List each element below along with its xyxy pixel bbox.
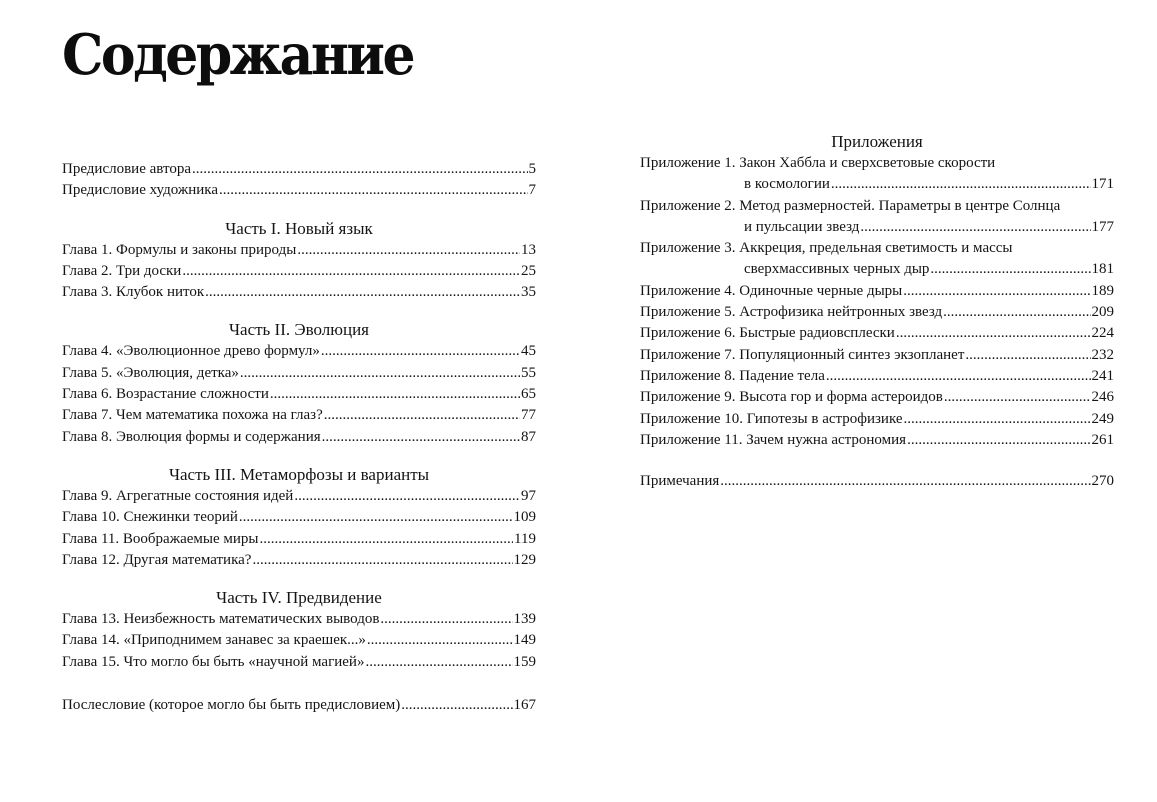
dot-leader [324, 405, 520, 426]
toc-entry-appendix-2[interactable] [640, 196, 1114, 239]
dot-leader [826, 366, 1091, 387]
entry-label: Глава 13. Неизбежность математических выводов [62, 611, 380, 628]
dot-leader [219, 180, 528, 201]
entry-label: Глава 2. Три доски [62, 262, 182, 279]
entry-label: Глава 8. Эволюция формы и содержания [62, 428, 321, 445]
entry-label: Предисловие художника [62, 182, 218, 199]
entry-label-line-1: Приложение 3. Аккреция, предельная светимость и массы [640, 240, 1013, 257]
dot-leader [896, 323, 1091, 344]
dot-leader [322, 427, 520, 448]
toc-entry-chapter-3[interactable] [62, 282, 536, 303]
entry-label: Приложение 4. Одиночные черные дыры [640, 282, 903, 299]
entry-label: Глава 4. «Эволюционное древо формул» [62, 343, 320, 360]
entry-page: 209 [1091, 304, 1114, 321]
toc-entry-appendix-7[interactable] [640, 345, 1114, 366]
toc-entry-chapter-5[interactable] [62, 363, 536, 384]
dot-leader [192, 159, 528, 180]
entry-page: 149 [513, 632, 536, 649]
entry-page: 129 [513, 551, 536, 568]
page-title: Содержание [62, 22, 414, 88]
dot-leader [239, 507, 513, 528]
entry-label: Глава 6. Возрастание сложности [62, 386, 269, 403]
entry-page: 224 [1091, 325, 1114, 342]
entry-label-line-1: Приложение 2. Метод размерностей. Параметры в центре Солнца [640, 197, 1061, 214]
entry-page: 119 [514, 530, 536, 547]
dot-leader [259, 529, 513, 550]
entry-label: Глава 3. Клубок ниток [62, 284, 205, 301]
appendices-heading: Приложения [831, 132, 923, 151]
part-4-heading: Часть IV. Предвидение [216, 588, 382, 608]
entry-page: 181 [1091, 261, 1114, 278]
entry-page: 189 [1091, 282, 1114, 299]
entry-page: 159 [513, 653, 536, 670]
dot-leader [365, 652, 512, 673]
toc-entry-appendix-11[interactable] [640, 430, 1114, 451]
toc-entry-chapter-6[interactable] [62, 384, 536, 405]
entry-label: Приложение 9. Высота гор и форма астероидов [640, 389, 943, 406]
toc-entry-chapter-1[interactable] [62, 240, 536, 261]
entry-page: 87 [521, 428, 536, 445]
entry-label: Примечания [640, 473, 720, 490]
dot-leader [860, 217, 1090, 238]
entry-page: 55 [521, 364, 536, 381]
entry-page: 5 [528, 161, 536, 177]
entry-page: 13 [521, 241, 536, 258]
dot-leader [294, 486, 520, 507]
entry-page: 139 [513, 611, 536, 628]
entry-page: 171 [1091, 176, 1114, 193]
toc-entry-appendix-5[interactable] [640, 302, 1114, 323]
toc-entry-chapter-13[interactable] [62, 609, 536, 630]
dot-leader [297, 240, 520, 261]
entry-page: 7 [528, 182, 536, 199]
dot-leader [904, 409, 1091, 430]
dot-leader [965, 345, 1090, 366]
part-1-heading: Часть I. Новый язык [225, 218, 373, 238]
entry-page: 25 [521, 262, 536, 279]
entry-label: Приложение 8. Падение тела [640, 367, 825, 384]
toc-entry-afterword[interactable] [62, 695, 536, 716]
dot-leader [907, 430, 1090, 451]
entry-page: 249 [1091, 410, 1114, 427]
toc-entry-chapter-12[interactable] [62, 550, 536, 571]
entry-page: 65 [521, 386, 536, 403]
dot-leader [182, 261, 520, 282]
toc-entry-appendix-9[interactable] [640, 387, 1114, 408]
dot-leader [944, 387, 1091, 408]
toc-entry-notes[interactable] [640, 471, 1114, 492]
entry-page: 270 [1091, 473, 1114, 490]
entry-label: Приложение 10. Гипотезы в астрофизике [640, 410, 903, 427]
entry-label: Приложение 11. Зачем нужна астрономия [640, 431, 907, 448]
dot-leader [321, 341, 520, 362]
toc-left-column [62, 159, 536, 716]
toc-entry-chapter-9[interactable] [62, 486, 536, 507]
entry-label-line-1: Приложение 1. Закон Хаббла и сверхсветовые скорости [640, 155, 996, 171]
toc-entry-chapter-14[interactable] [62, 630, 536, 651]
entry-label: в космологии [744, 176, 830, 193]
entry-label: Глава 15. Что могло бы быть «научной магией» [62, 653, 365, 670]
entry-label: Глава 14. «Приподнимем занавес за краешек...» [62, 632, 366, 649]
toc-entry-chapter-7[interactable] [62, 405, 536, 426]
entry-page: 97 [521, 487, 536, 504]
entry-page: 177 [1091, 218, 1114, 235]
entry-label: Приложение 5. Астрофизика нейтронных звезд [640, 304, 943, 321]
entry-page: 35 [521, 284, 536, 301]
toc-entry-chapter-10[interactable] [62, 507, 536, 528]
toc-entry-artist-preface[interactable] [62, 180, 536, 201]
dot-leader [903, 281, 1090, 302]
part-3-heading: Часть III. Метаморфозы и варианты [168, 464, 430, 484]
entry-label: сверхмассивных черных дыр [744, 261, 930, 278]
entry-label: Глава 1. Формулы и законы природы [62, 241, 297, 258]
toc-entry-chapter-11[interactable] [62, 529, 536, 550]
dot-leader [240, 363, 520, 384]
dot-leader [270, 384, 520, 405]
toc-entry-chapter-4[interactable] [62, 341, 536, 362]
entry-label: Глава 7. Чем математика похожа на глаз? [62, 407, 323, 424]
entry-label: и пульсации звезд [744, 218, 860, 235]
toc-entry-appendix-3[interactable] [640, 238, 1114, 281]
entry-page: 109 [513, 509, 536, 526]
entry-label: Глава 12. Другая математика? [62, 551, 252, 568]
toc-right-column [640, 131, 1114, 492]
dot-leader [252, 550, 512, 571]
toc-entry-author-preface[interactable] [62, 159, 536, 180]
dot-leader [367, 630, 513, 651]
dot-leader [720, 471, 1090, 492]
dot-leader [930, 259, 1090, 280]
dot-leader [943, 302, 1090, 323]
toc-entry-appendix-8[interactable] [640, 366, 1114, 387]
entry-label: Приложение 6. Быстрые радиовсплески [640, 325, 895, 342]
entry-page: 232 [1091, 346, 1114, 363]
entry-label: Глава 11. Воображаемые миры [62, 530, 259, 547]
entry-label: Приложение 7. Популяционный синтез экзопланет [640, 346, 965, 363]
entry-page: 45 [521, 343, 536, 360]
entry-page: 77 [521, 407, 536, 424]
dot-leader [831, 174, 1091, 195]
toc-entry-appendix-1[interactable] [640, 153, 1114, 196]
entry-page: 261 [1091, 431, 1114, 448]
toc-entry-appendix-10[interactable] [640, 409, 1114, 430]
entry-label: Глава 9. Агрегатные состояния идей [62, 487, 294, 504]
toc-entry-chapter-2[interactable] [62, 261, 536, 282]
entry-label: Глава 10. Снежинки теорий [62, 509, 238, 526]
entry-page: 246 [1091, 389, 1114, 406]
entry-page: 167 [513, 697, 536, 714]
part-2-heading: Часть II. Эволюция [228, 320, 369, 340]
dot-leader [401, 695, 512, 716]
entry-label: Глава 5. «Эволюция, детка» [62, 364, 239, 381]
toc-entry-chapter-8[interactable] [62, 427, 536, 448]
toc-entry-chapter-15[interactable] [62, 652, 536, 673]
toc-entry-appendix-6[interactable] [640, 323, 1114, 344]
entry-page: 241 [1091, 367, 1114, 384]
dot-leader [380, 609, 512, 630]
dot-leader [205, 282, 520, 303]
entry-label: Предисловие автора [62, 161, 191, 177]
toc-entry-appendix-4[interactable] [640, 281, 1114, 302]
entry-label: Послесловие (которое могло бы быть предисловием) [62, 697, 401, 714]
